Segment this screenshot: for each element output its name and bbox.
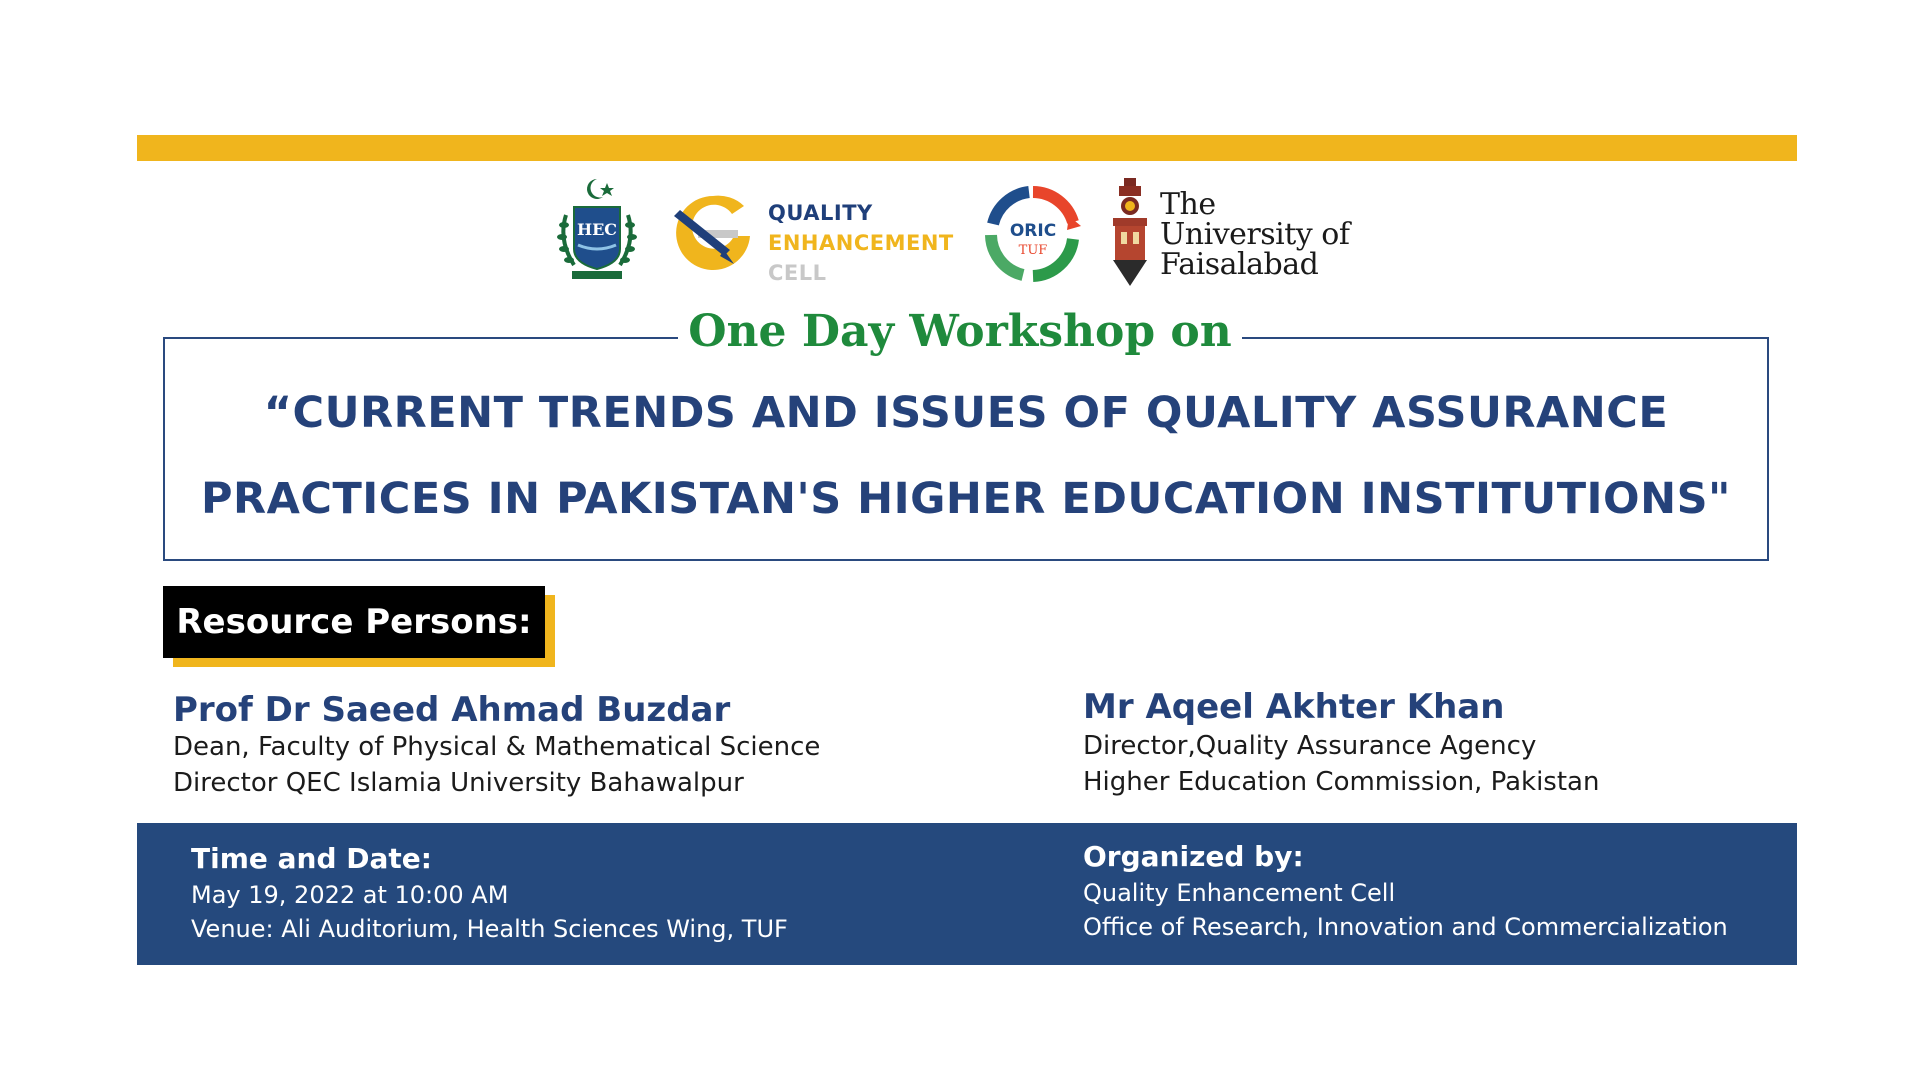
venue: Venue: Ali Auditorium, Health Sciences Wing, TUF: [191, 915, 788, 943]
workshop-title-line-1: “CURRENT TRENDS AND ISSUES OF QUALITY ASSURANCE: [263, 388, 1669, 438]
person-affiliation: Higher Education Commission, Pakistan: [1083, 767, 1600, 797]
person-designation: Dean, Faculty of Physical & Mathematical Science: [173, 732, 821, 762]
oric-logo-icon: [983, 184, 1083, 284]
workshop-title-line-2: PRACTICES IN PAKISTAN'S HIGHER EDUCATION INSTITUTIONS": [201, 474, 1731, 524]
organizer-qec: Quality Enhancement Cell: [1083, 879, 1396, 907]
time-value: May 19, 2022 at 10:00 AM: [191, 881, 509, 909]
resource-person-1: [173, 690, 820, 798]
organizers: [1083, 840, 1728, 941]
hec-logo-icon: [552, 175, 642, 285]
person-affiliation: Director QEC Islamia University Bahawalpur: [173, 768, 744, 798]
qec-line-quality: QUALITY: [768, 201, 873, 225]
top-accent-bar: [137, 135, 1797, 161]
organized-heading: Organized by:: [1083, 840, 1304, 873]
workshop-title-box: [163, 337, 1769, 561]
uof-line-the: The: [1160, 187, 1216, 222]
person-name: Prof Dr Saeed Ahmad Buzdar: [173, 690, 731, 730]
resource-person-2: [1083, 687, 1599, 797]
uof-line-university: University of: [1160, 217, 1350, 252]
time-and-venue: [191, 842, 788, 943]
logo-row: [0, 170, 1920, 288]
svg-text:TUF: TUF: [1018, 243, 1048, 258]
resource-persons-label: Resource Persons:: [163, 586, 545, 658]
person-name: Mr Aqeel Akhter Khan: [1083, 687, 1505, 727]
svg-text:ORIC: ORIC: [1009, 221, 1057, 241]
svg-text:HEC: HEC: [576, 220, 618, 239]
workshop-heading: One Day Workshop on: [0, 306, 1920, 357]
organizer-oric: Office of Research, Innovation and Commercialization: [1083, 913, 1728, 941]
time-heading: Time and Date:: [191, 842, 432, 875]
qec-line-enhancement: ENHANCEMENT: [768, 231, 954, 255]
uof-tower-icon: [1107, 178, 1153, 288]
uof-line-faisalabad: Faisalabad: [1160, 247, 1319, 282]
qec-logo-icon: [668, 188, 758, 278]
person-designation: Director,Quality Assurance Agency: [1083, 731, 1537, 761]
qec-line-cell: CELL: [768, 261, 827, 285]
